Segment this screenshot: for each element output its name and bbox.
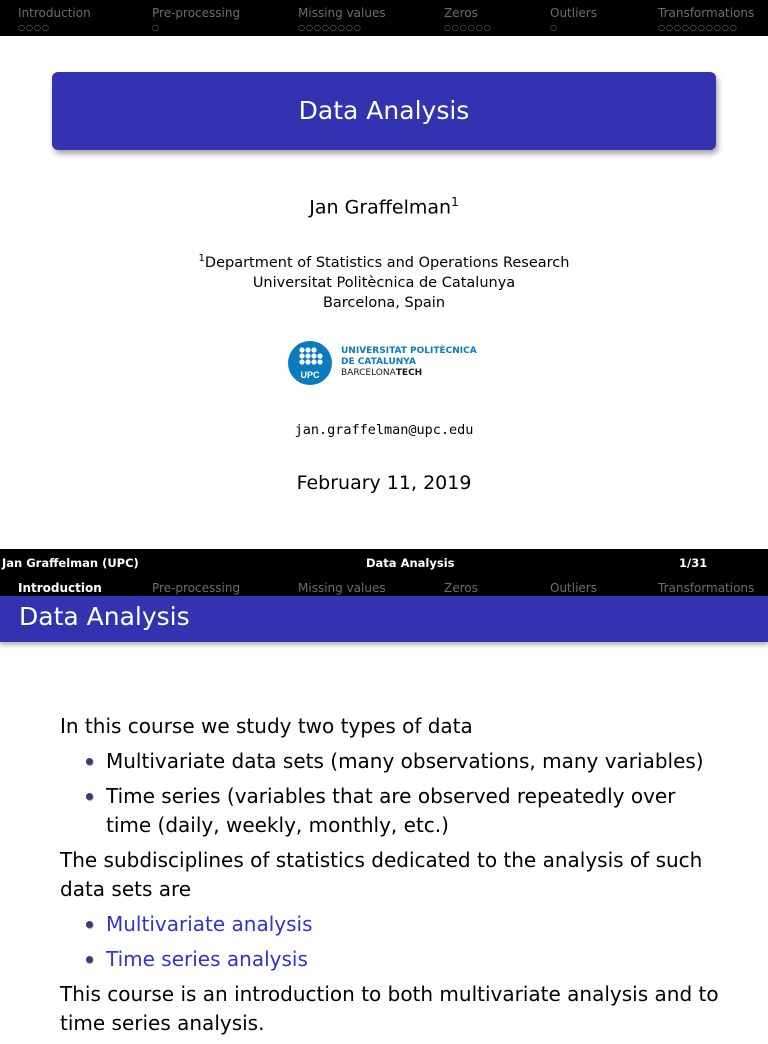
frame-title-bar [0, 596, 768, 642]
nav-dots-outliers[interactable]: ○ [550, 23, 558, 32]
subdisciplines-text: The subdisciplines of statistics dedicated to the analysis of such data sets are [60, 848, 703, 901]
data-types-list [60, 747, 720, 840]
nav-dots-preprocessing[interactable]: ○ [152, 23, 160, 32]
bullet-icon [86, 758, 93, 765]
multivariate-analysis-link[interactable]: Multivariate analysis [106, 912, 313, 936]
author-name-text: Jan Graffelman [309, 196, 452, 219]
upc-logo-line2: DE CATALUNYA [341, 357, 416, 367]
upc-logo-emblem [287, 340, 333, 386]
nav2-section-preprocessing[interactable]: Pre-processing [152, 581, 241, 595]
nav-section-preprocessing[interactable]: Pre-processing [152, 6, 241, 20]
subdisciplines-list [60, 910, 720, 974]
bullet-icon [86, 793, 93, 800]
affiliation-line-university: Universitat Politècnica de Catalunya [252, 274, 516, 291]
affiliation-department-text: Department of Statistics and Operations Research [204, 254, 570, 271]
slide-footer [0, 549, 768, 577]
footer-author: Jan Graffelman (UPC) [2, 556, 139, 570]
data-type-multivariate: Multivariate data sets (many observations, many variables) [106, 749, 704, 773]
intro-text: In this course we study two types of data [60, 714, 473, 738]
nav-section-introduction[interactable]: Introduction [18, 6, 91, 20]
section-navigation-slide2 [0, 577, 768, 596]
nav2-section-missing-values[interactable]: Missing values [298, 581, 386, 595]
closing-text: This course is an introduction to both multivariate analysis and to time series analysis. [60, 982, 719, 1035]
list-item [86, 910, 720, 939]
upc-logo-tech: TECH [395, 368, 423, 378]
author-affiliation-mark: 1 [451, 195, 459, 209]
list-item [86, 782, 720, 840]
nav-dots-transformations[interactable]: ○○○○○○○○○○ [658, 23, 738, 32]
affiliation-mark: 1 [198, 253, 205, 264]
upc-logo-barcelona: BARCELONA [341, 368, 396, 378]
list-item [86, 747, 720, 776]
author-name [0, 195, 768, 218]
nav2-section-zeros[interactable]: Zeros [444, 581, 478, 595]
nav-dots-introduction[interactable]: ○○○○ [18, 23, 50, 32]
bullet-icon [86, 921, 93, 928]
list-item [86, 945, 720, 974]
data-type-time-series: Time series (variables that are observed repeatedly over time (daily, weekly, monthly, etc.) [106, 784, 676, 837]
presentation-date: February 11, 2019 [296, 472, 472, 494]
affiliation [0, 249, 768, 313]
affiliation-line-department [0, 249, 768, 273]
nav2-section-outliers[interactable]: Outliers [550, 581, 597, 595]
nav-section-outliers[interactable]: Outliers [550, 6, 597, 20]
upc-logo-badge: UPC [300, 370, 320, 380]
section-navigation [0, 0, 768, 36]
upc-logo-text [341, 346, 477, 379]
slide-body [60, 712, 720, 1044]
nav2-section-introduction[interactable]: Introduction [18, 581, 102, 595]
nav-dots-zeros[interactable]: ○○○○○○ [444, 23, 492, 32]
upc-logo [287, 340, 487, 386]
frame-title: Data Analysis [19, 602, 190, 631]
author-email[interactable]: jan.graffelman@upc.edu [294, 422, 474, 438]
affiliation-line-city: Barcelona, Spain [322, 294, 446, 311]
presentation-title: Data Analysis [52, 72, 716, 150]
nav2-section-transformations[interactable]: Transformations [658, 581, 755, 595]
upc-logo-line1: UNIVERSITAT POLITÈCNICA [341, 346, 477, 356]
nav-section-missing-values[interactable]: Missing values [298, 6, 386, 20]
nav-dots-missing-values[interactable]: ○○○○○○○○ [298, 23, 362, 32]
bullet-icon [86, 956, 93, 963]
footer-page-number: 1/31 [679, 556, 708, 570]
time-series-analysis-link[interactable]: Time series analysis [106, 947, 308, 971]
nav-section-zeros[interactable]: Zeros [444, 6, 478, 20]
nav-section-transformations[interactable]: Transformations [658, 6, 755, 20]
footer-title: Data Analysis [366, 556, 455, 570]
